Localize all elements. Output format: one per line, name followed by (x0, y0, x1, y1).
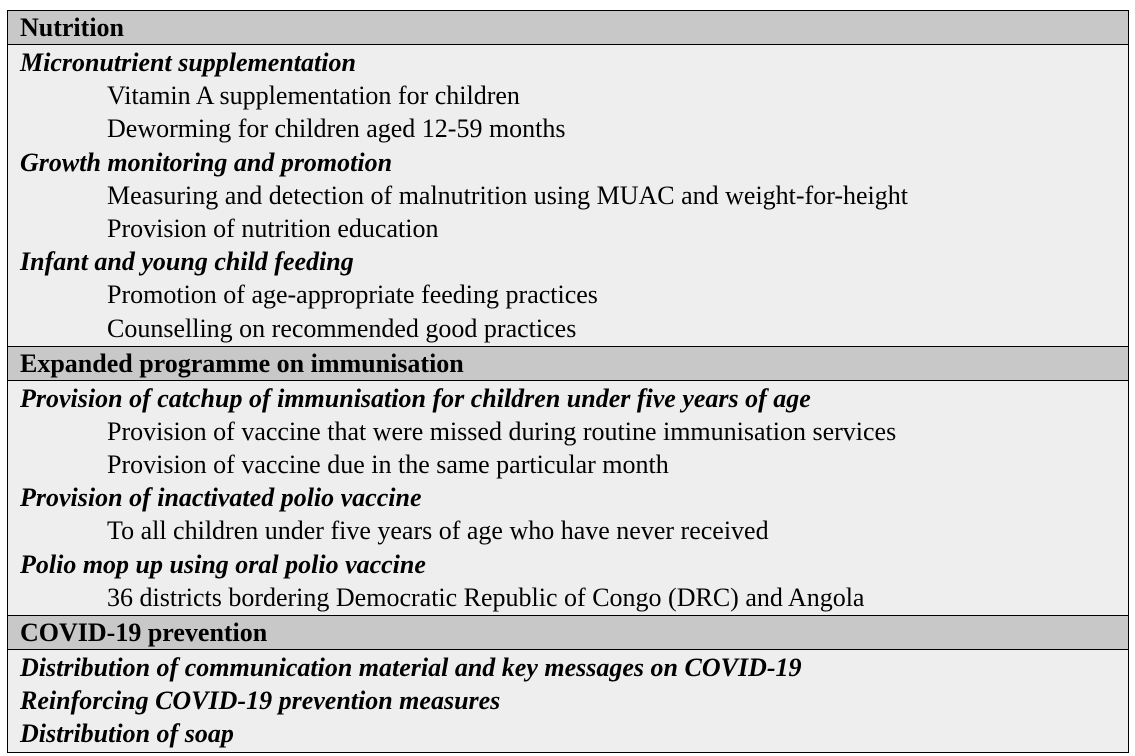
section-heading: COVID-19 prevention (8, 616, 1128, 649)
group-title: Micronutrient supplementation (20, 48, 356, 77)
group-title: Provision of catchup of immunisation for children under five years of age (20, 383, 811, 413)
item-text: Provision of vaccine that were missed during routine immunisation services (107, 416, 897, 446)
item-text: Counselling on recommended good practices (107, 313, 577, 343)
item-text: 36 districts bordering Democratic Republic of Congo (DRC) and Angola (107, 582, 865, 612)
item-text: Deworming for children aged 12-59 months (107, 114, 566, 144)
group-title: Reinforcing COVID-19 prevention measures (20, 686, 501, 716)
item-text: Vitamin A supplementation for children (107, 81, 520, 111)
group-title: Provision of inactivated polio vaccine (20, 483, 422, 513)
section-heading: Nutrition (8, 11, 1128, 44)
section-covid-19 (8, 616, 1128, 752)
section-immunisation (8, 347, 1128, 616)
section-body (8, 649, 1128, 752)
item-text: Measuring and detection of malnutrition using MUAC and weight-for-height (107, 180, 908, 210)
section-body (8, 44, 1128, 347)
group-title: Distribution of communication material and key messages on COVID-19 (20, 653, 802, 682)
group-title: Distribution of soap (20, 719, 234, 749)
section-body (8, 380, 1128, 616)
item-text: To all children under five years of age who have never received (107, 516, 769, 546)
group-title: Infant and young child feeding (20, 247, 354, 277)
group-title: Polio mop up using oral polio vaccine (20, 549, 426, 579)
item-text: Provision of nutrition education (107, 213, 439, 243)
section-nutrition (8, 11, 1128, 347)
group-title: Growth monitoring and promotion (20, 147, 393, 177)
interventions-table (7, 10, 1129, 753)
section-heading: Expanded programme on immunisation (8, 347, 1128, 380)
item-text: Provision of vaccine due in the same particular month (107, 450, 669, 480)
item-text: Promotion of age-appropriate feeding practices (107, 280, 598, 310)
